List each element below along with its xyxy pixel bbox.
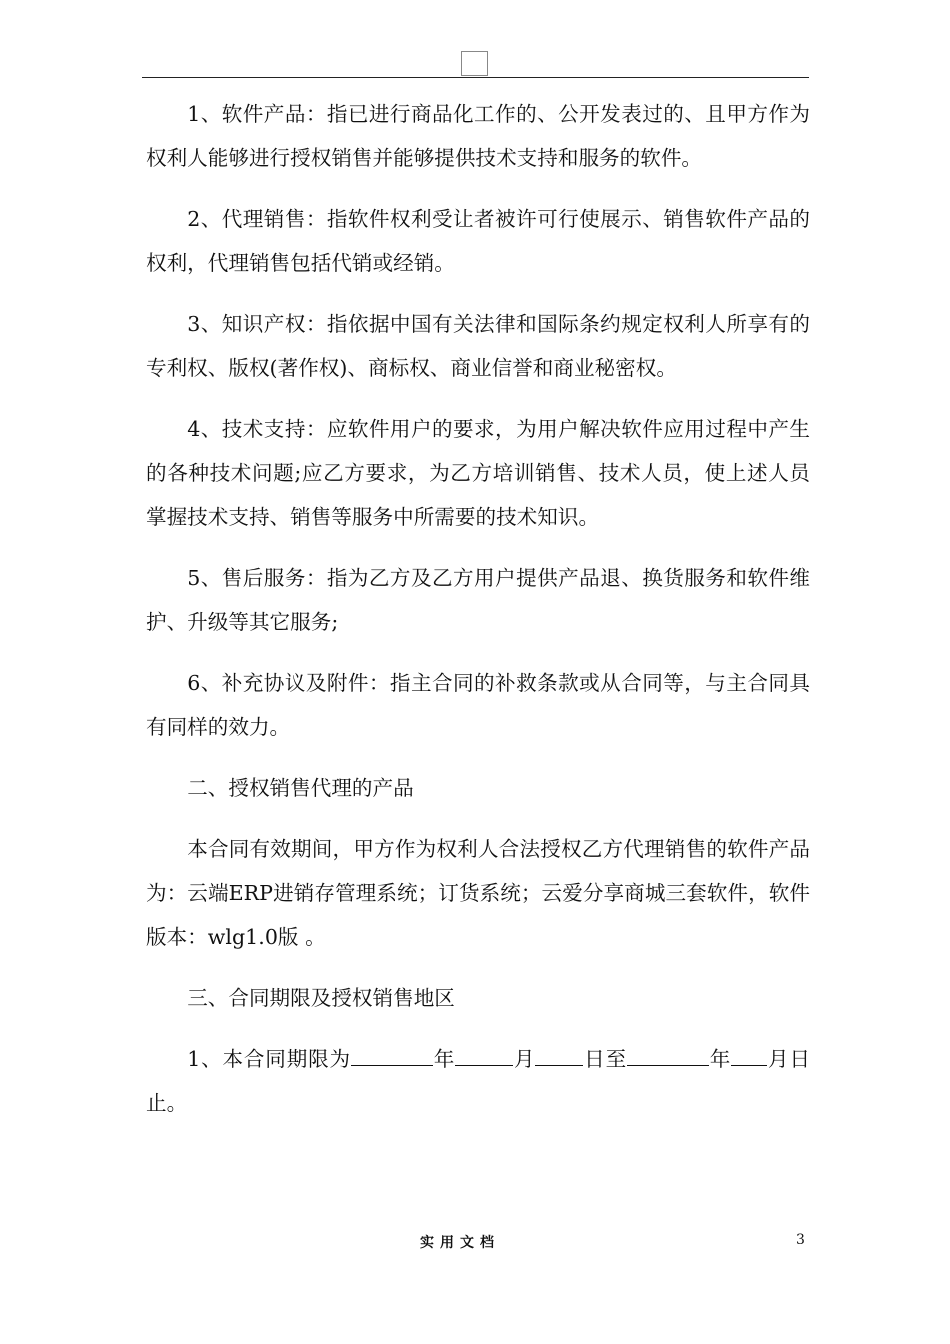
blank-year-start xyxy=(351,1045,433,1066)
paragraph-definition-2: 2、代理销售：指软件权利受让者被许可行使展示、销售软件产品的权利，代理销售包括代销或经销。 xyxy=(146,207,810,275)
paragraph-definition-4: 4、技术支持：应软件用户的要求，为用户解决软件应用过程中产生的各种技术问题;应乙方要求，为乙方培训销售、技术人员，使上述人员掌握技术支持、销售等服务中所需要的技术知识。 xyxy=(146,417,810,529)
paragraph-products: 本合同有效期间，甲方作为权利人合法授权乙方代理销售的软件产品为：云端ERP进销存管理系统；订货系统；云爱分享商城三套软件，软件版本：wlg1.0版 。 xyxy=(146,837,810,949)
page-number: 3 xyxy=(796,1232,805,1248)
paragraph-contract-term xyxy=(146,1037,810,1125)
term-day-to: 日至 xyxy=(583,1047,627,1071)
blank-month-end xyxy=(731,1045,767,1066)
blank-year-end xyxy=(627,1045,709,1066)
page-footer xyxy=(0,1232,950,1252)
paragraph-definition-6: 6、补充协议及附件：指主合同的补救条款或从合同等，与主合同具有同样的效力。 xyxy=(146,671,810,739)
footer-title: 实用文档 xyxy=(420,1235,500,1251)
paragraph-definition-5: 5、售后服务：指为乙方及乙方用户提供产品退、换货服务和软件维护、升级等其它服务; xyxy=(146,566,810,634)
section-heading-3: 三、合同期限及授权销售地区 xyxy=(187,986,455,1010)
section-heading-2: 二、授权销售代理的产品 xyxy=(187,776,414,800)
term-month-1: 月 xyxy=(513,1047,536,1071)
blank-month-start xyxy=(455,1045,513,1066)
term-suffix: 日止。 xyxy=(146,1047,811,1115)
paragraph-definition-1: 1、软件产品：指已进行商品化工作的、公开发表过的、且甲方作为权利人能够进行授权销售并能够提供技术支持和服务的软件。 xyxy=(146,102,810,170)
term-year-2: 年 xyxy=(709,1047,732,1071)
header-rule xyxy=(142,77,809,78)
term-year-1: 年 xyxy=(432,1047,456,1071)
blank-day-start xyxy=(535,1045,583,1066)
term-prefix: 1、本合同期限为 xyxy=(187,1047,351,1071)
header-box xyxy=(461,51,488,76)
document-body xyxy=(146,92,810,1125)
paragraph-definition-3: 3、知识产权：指依据中国有关法律和国际条约规定权利人所享有的专利权、版权(著作权)、商标权、商业信誉和商业秘密权。 xyxy=(146,312,810,380)
term-month-2: 月 xyxy=(767,1047,790,1071)
